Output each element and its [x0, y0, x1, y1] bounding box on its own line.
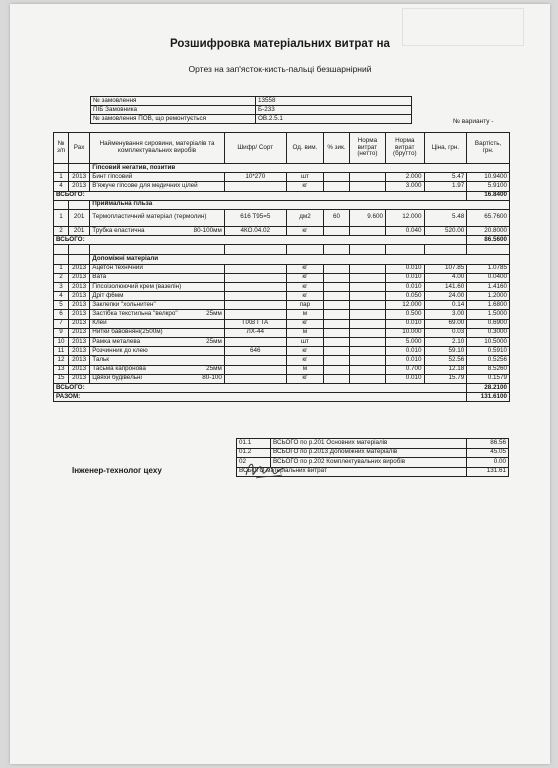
material-name-cell — [90, 310, 225, 319]
material-name-cell — [90, 182, 225, 191]
variant-label: № варианту - — [453, 118, 494, 125]
info-value: 13558 — [256, 97, 412, 106]
net-cell — [349, 319, 385, 328]
empty-cell — [54, 200, 69, 209]
empty-cell — [54, 245, 69, 255]
price-cell: 12.18 — [424, 365, 467, 374]
account-cell: 2013 — [68, 374, 89, 383]
total-label: ВСЬОГО: — [54, 191, 467, 200]
material-name-cell — [90, 328, 225, 337]
percent-cell — [324, 173, 350, 182]
summary-code: 01.1 — [237, 439, 271, 449]
table-row — [54, 319, 510, 328]
price-cell: 0.14 — [424, 301, 467, 310]
percent-cell — [324, 310, 350, 319]
section-title: Гіпсовий негатив, позитив — [90, 164, 510, 173]
material-name-cell — [90, 292, 225, 301]
net-cell — [349, 328, 385, 337]
table-row — [54, 365, 510, 374]
row-number: 3 — [54, 282, 69, 291]
empty-cell — [324, 245, 350, 255]
percent-cell — [324, 292, 350, 301]
net-cell: 9.600 — [349, 209, 385, 226]
unit-cell: кг — [286, 356, 323, 365]
net-cell — [349, 365, 385, 374]
account-cell: 2013 — [68, 173, 89, 182]
row-number: 4 — [54, 182, 69, 191]
info-label: № замовлення — [91, 97, 256, 106]
price-cell: 2.10 — [424, 338, 467, 347]
table-row — [54, 347, 510, 356]
unit-cell: шт — [286, 338, 323, 347]
total-value: 86.5600 — [467, 236, 510, 245]
cost-cell: 65.7600 — [467, 209, 510, 226]
percent-cell — [324, 264, 350, 273]
net-cell — [349, 374, 385, 383]
row-number: 4 — [54, 292, 69, 301]
row-number: 15 — [54, 374, 69, 383]
material-name-cell — [90, 374, 225, 383]
empty-cell — [68, 164, 89, 173]
row-number: 11 — [54, 347, 69, 356]
materials-table — [53, 132, 510, 402]
unit-cell: кг — [286, 374, 323, 383]
cost-cell: 1.0785 — [467, 264, 510, 273]
code-cell — [224, 182, 286, 191]
empty-cell — [424, 245, 467, 255]
gross-cell: 0.500 — [386, 310, 424, 319]
total-value: 16.8400 — [467, 191, 510, 200]
gross-cell: 2.000 — [386, 173, 424, 182]
material-size: 80-100мм — [193, 226, 222, 234]
percent-cell — [324, 347, 350, 356]
percent-cell — [324, 282, 350, 291]
code-cell — [224, 356, 286, 365]
gross-cell: 10.000 — [386, 328, 424, 337]
price-cell: 69.00 — [424, 319, 467, 328]
material-name: Клей — [92, 319, 107, 327]
signature-icon — [242, 457, 288, 483]
material-name: Тасьма капронова — [92, 365, 146, 373]
table-header-row — [54, 133, 510, 164]
material-name: Рамка металева — [92, 337, 141, 345]
code-cell — [224, 273, 286, 282]
material-name: Цвяхи будівельні — [92, 374, 142, 382]
empty-cell — [68, 255, 89, 264]
summary-value: 131.61 — [467, 467, 509, 477]
cost-cell: 0.1579 — [467, 374, 510, 383]
gross-cell: 5.000 — [386, 338, 424, 347]
account-cell: 2013 — [68, 182, 89, 191]
summary-label: ВСЬОГО по р.2013 Допоміжних матеріалів — [271, 448, 467, 458]
gross-cell: 0.010 — [386, 347, 424, 356]
code-cell — [224, 282, 286, 291]
header-cell: % зик. — [324, 133, 350, 164]
row-number: 1 — [54, 173, 69, 182]
percent-cell — [324, 356, 350, 365]
cost-cell: 1.4160 — [467, 282, 510, 291]
price-cell: 107.85 — [424, 264, 467, 273]
gross-cell: 12.000 — [386, 301, 424, 310]
row-number: 9 — [54, 328, 69, 337]
cost-cell: 1.6800 — [467, 301, 510, 310]
account-cell: 2013 — [68, 319, 89, 328]
net-cell — [349, 310, 385, 319]
unit-cell: кг — [286, 282, 323, 291]
row-number: 1 — [54, 209, 69, 226]
price-cell: 3.00 — [424, 310, 467, 319]
code-cell: 646 — [224, 347, 286, 356]
account-cell: 2013 — [68, 273, 89, 282]
material-name: Нитки бавовняні(2500м) — [92, 328, 163, 336]
row-number: 2 — [54, 273, 69, 282]
price-cell: 5.47 — [424, 173, 467, 182]
price-cell: 4.00 — [424, 273, 467, 282]
net-cell — [349, 292, 385, 301]
account-cell: 2013 — [68, 338, 89, 347]
gross-cell: 0.700 — [386, 365, 424, 374]
percent-cell — [324, 273, 350, 282]
account-cell: 2013 — [68, 328, 89, 337]
info-value: ОВ.2.5.1 — [256, 115, 412, 124]
code-cell — [224, 310, 286, 319]
code-cell — [224, 292, 286, 301]
net-cell — [349, 356, 385, 365]
document-subtitle: Ортез на зап'ясток-кисть-пальці безшарнірний — [188, 64, 372, 74]
row-number: 1 — [54, 264, 69, 273]
percent-cell — [324, 338, 350, 347]
empty-cell — [54, 164, 69, 173]
material-name-cell — [90, 365, 225, 374]
section-title: Приймальна гільза — [90, 200, 510, 209]
account-cell: 201 — [68, 226, 89, 235]
code-cell: ПХВ ГТА — [224, 319, 286, 328]
account-cell: 2013 — [68, 347, 89, 356]
account-cell: 2013 — [68, 264, 89, 273]
empty-cell — [54, 255, 69, 264]
cost-cell: 10.5000 — [467, 338, 510, 347]
code-cell — [224, 338, 286, 347]
material-name-cell — [90, 301, 225, 310]
table-row — [54, 282, 510, 291]
material-name-cell — [90, 264, 225, 273]
unit-cell: м — [286, 328, 323, 337]
header-cell: Норма витрат (нетто) — [349, 133, 385, 164]
info-label: № замовлення ПОВ, що ремонтується — [91, 115, 256, 124]
summary-value: 45.05 — [467, 448, 509, 458]
percent-cell — [324, 374, 350, 383]
price-cell: 15.79 — [424, 374, 467, 383]
unit-cell: м — [286, 365, 323, 374]
section-header-row — [54, 164, 510, 173]
info-label: ПІБ Замовника — [91, 106, 256, 115]
account-cell: 2013 — [68, 282, 89, 291]
gross-cell: 0.010 — [386, 282, 424, 291]
code-cell — [224, 374, 286, 383]
unit-cell: кг — [286, 347, 323, 356]
cost-cell: 1.5000 — [467, 310, 510, 319]
price-cell: 59.10 — [424, 347, 467, 356]
percent-cell — [324, 365, 350, 374]
price-cell: 5.48 — [424, 209, 467, 226]
price-cell: 24.00 — [424, 292, 467, 301]
cost-cell: 0.6900 — [467, 319, 510, 328]
section-title: Допоміжні матеріали — [90, 255, 510, 264]
material-name-cell — [90, 347, 225, 356]
grand-total-label: РАЗОМ: — [54, 393, 467, 402]
table-row — [54, 264, 510, 273]
material-name: Бинт гіпсовий — [92, 172, 133, 180]
header-cell: Шифр/ Сорт — [224, 133, 286, 164]
account-cell: 2013 — [68, 310, 89, 319]
engineer-label: Інженер-технолог цеху — [72, 466, 162, 475]
table-row — [54, 328, 510, 337]
row-number: 10 — [54, 338, 69, 347]
section-header-row — [54, 255, 510, 264]
row-number: 6 — [54, 310, 69, 319]
unit-cell: дм2 — [286, 209, 323, 226]
row-number: 5 — [54, 301, 69, 310]
code-cell: 4КО.04.02 — [224, 226, 286, 235]
grand-total-value: 131.6100 — [467, 393, 510, 402]
material-name: В'яжуче гіпсове для медичних цілей — [92, 182, 198, 189]
net-cell — [349, 282, 385, 291]
material-name: Застібка текстильна "велкро" — [92, 310, 178, 318]
section-total-row — [54, 383, 510, 392]
summary-label: ВСЬОГО матеріальних витрат — [237, 467, 467, 477]
gross-cell: 0.010 — [386, 319, 424, 328]
material-name-cell — [90, 338, 225, 347]
material-name-cell — [90, 173, 225, 182]
header-cell: Найменування сировини, матеріалів та комплектувальних виробів — [90, 133, 225, 164]
section-header-row — [54, 200, 510, 209]
unit-cell: кг — [286, 182, 323, 191]
material-name-cell — [90, 209, 225, 226]
account-cell: 2013 — [68, 356, 89, 365]
percent-cell — [324, 182, 350, 191]
header-cell: Рах — [68, 133, 89, 164]
info-row — [91, 106, 412, 115]
material-name: Трубка еластична — [92, 226, 145, 234]
info-row — [91, 97, 412, 106]
empty-cell — [68, 200, 89, 209]
material-size: 25мм — [206, 337, 222, 345]
empty-cell — [386, 245, 424, 255]
section-total-row — [54, 191, 510, 200]
gross-cell: 0.010 — [386, 264, 424, 273]
material-name: Термопластичний матеріал (термолин) — [92, 213, 207, 221]
table-row — [54, 226, 510, 235]
blank-row — [54, 245, 510, 255]
document-page — [10, 4, 550, 764]
row-number: 2 — [54, 226, 69, 235]
net-cell — [349, 301, 385, 310]
price-cell: 52.56 — [424, 356, 467, 365]
net-cell — [349, 182, 385, 191]
material-name: Розчинник до клею — [92, 346, 148, 354]
cost-cell: 5.9100 — [467, 182, 510, 191]
percent-cell — [324, 226, 350, 235]
header-cell: Ціна, грн. — [424, 133, 467, 164]
net-cell — [349, 347, 385, 356]
percent-cell — [324, 328, 350, 337]
empty-cell — [68, 245, 89, 255]
header-cell: Од. вим. — [286, 133, 323, 164]
material-name: Тальк — [92, 356, 110, 363]
empty-cell — [286, 245, 323, 255]
material-name-cell — [90, 356, 225, 365]
unit-cell: кг — [286, 264, 323, 273]
cost-cell: 0.3000 — [467, 328, 510, 337]
info-row — [91, 115, 412, 124]
material-size: 25мм — [206, 365, 222, 373]
net-cell — [349, 226, 385, 235]
cost-cell: 0.5256 — [467, 356, 510, 365]
summary-label: ВСЬОГО по р.202 Комплектувальних виробів — [271, 458, 467, 468]
table-row — [54, 374, 510, 383]
code-cell: 10*270 — [224, 173, 286, 182]
material-size: 80-100 — [202, 374, 222, 382]
total-label: ВСЬОГО: — [54, 383, 467, 392]
empty-cell — [349, 245, 385, 255]
table-row — [54, 173, 510, 182]
code-cell — [224, 301, 286, 310]
table-row — [54, 209, 510, 226]
gross-cell: 3.000 — [386, 182, 424, 191]
percent-cell — [324, 301, 350, 310]
unit-cell: м — [286, 310, 323, 319]
price-cell: 1.97 — [424, 182, 467, 191]
summary-value: 86.56 — [467, 439, 509, 449]
net-cell — [349, 273, 385, 282]
price-cell: 141.60 — [424, 282, 467, 291]
material-size: 25мм — [206, 310, 222, 318]
net-cell — [349, 338, 385, 347]
cost-cell: 20.8000 — [467, 226, 510, 235]
price-cell: 520.00 — [424, 226, 467, 235]
section-total-row — [54, 236, 510, 245]
row-number: 13 — [54, 365, 69, 374]
summary-value: 0.00 — [467, 458, 509, 468]
account-cell: 201 — [68, 209, 89, 226]
unit-cell: кг — [286, 292, 323, 301]
row-number: 7 — [54, 319, 69, 328]
cost-cell: 0.0400 — [467, 273, 510, 282]
info-value: Б-233 — [256, 106, 412, 115]
net-cell — [349, 264, 385, 273]
unit-cell: кг — [286, 273, 323, 282]
cost-cell: 0.5910 — [467, 347, 510, 356]
header-cell: Норма витрат (брутто) — [386, 133, 424, 164]
account-cell: 2013 — [68, 292, 89, 301]
material-name-cell — [90, 282, 225, 291]
account-cell: 2013 — [68, 365, 89, 374]
material-name: Ацетон технічний — [92, 264, 143, 272]
gross-cell: 0.010 — [386, 356, 424, 365]
account-cell: 2013 — [68, 301, 89, 310]
summary-code: 01.2 — [237, 448, 271, 458]
unit-cell: кг — [286, 226, 323, 235]
table-row — [54, 338, 510, 347]
row-number: 12 — [54, 356, 69, 365]
material-name: Гіпсоізолюючий крем (вазелін) — [92, 282, 182, 290]
cost-cell: 10.9400 — [467, 173, 510, 182]
summary-label: ВСЬОГО по р.201 Основних матеріалів — [271, 439, 467, 449]
unit-cell: кг — [286, 319, 323, 328]
unit-cell: пар — [286, 301, 323, 310]
code-cell — [224, 264, 286, 273]
material-name-cell — [90, 273, 225, 282]
material-name: Заклепки "хольнитен" — [92, 300, 156, 308]
table-row — [54, 273, 510, 282]
header-cell: № з/п — [54, 133, 69, 164]
gross-cell: 0.010 — [386, 374, 424, 383]
summary-row — [237, 439, 509, 449]
percent-cell: 60 — [324, 209, 350, 226]
material-name: Дріт ф6мм — [92, 291, 124, 299]
empty-cell — [90, 245, 225, 255]
cost-cell: 8.5260 — [467, 365, 510, 374]
header-cell: Вартість, грн. — [467, 133, 510, 164]
total-label: ВСЬОГО: — [54, 236, 467, 245]
order-info-table — [90, 96, 412, 124]
document-title: Розшифровка матеріальних витрат на — [170, 38, 390, 50]
material-name-cell — [90, 319, 225, 328]
price-cell: 0.03 — [424, 328, 467, 337]
material-name-cell — [90, 226, 225, 235]
code-cell: ЛХ-44 — [224, 328, 286, 337]
unit-cell: шт — [286, 173, 323, 182]
material-name: Вата — [92, 273, 107, 281]
materials-table-body — [54, 164, 510, 402]
summary-code: 02 — [237, 458, 271, 468]
gross-cell: 0.040 — [386, 226, 424, 235]
empty-cell — [467, 245, 510, 255]
table-row — [54, 310, 510, 319]
gross-cell: 0.010 — [386, 273, 424, 282]
total-value: 28.2100 — [467, 383, 510, 392]
net-cell — [349, 173, 385, 182]
cost-cell: 1.2000 — [467, 292, 510, 301]
table-row — [54, 356, 510, 365]
table-row — [54, 182, 510, 191]
percent-cell — [324, 319, 350, 328]
empty-cell — [224, 245, 286, 255]
table-row — [54, 292, 510, 301]
gross-cell: 12.000 — [386, 209, 424, 226]
table-row — [54, 301, 510, 310]
gross-cell: 0.050 — [386, 292, 424, 301]
code-cell: 616 T95=5 — [224, 209, 286, 226]
grand-total-row — [54, 393, 510, 402]
code-cell — [224, 365, 286, 374]
